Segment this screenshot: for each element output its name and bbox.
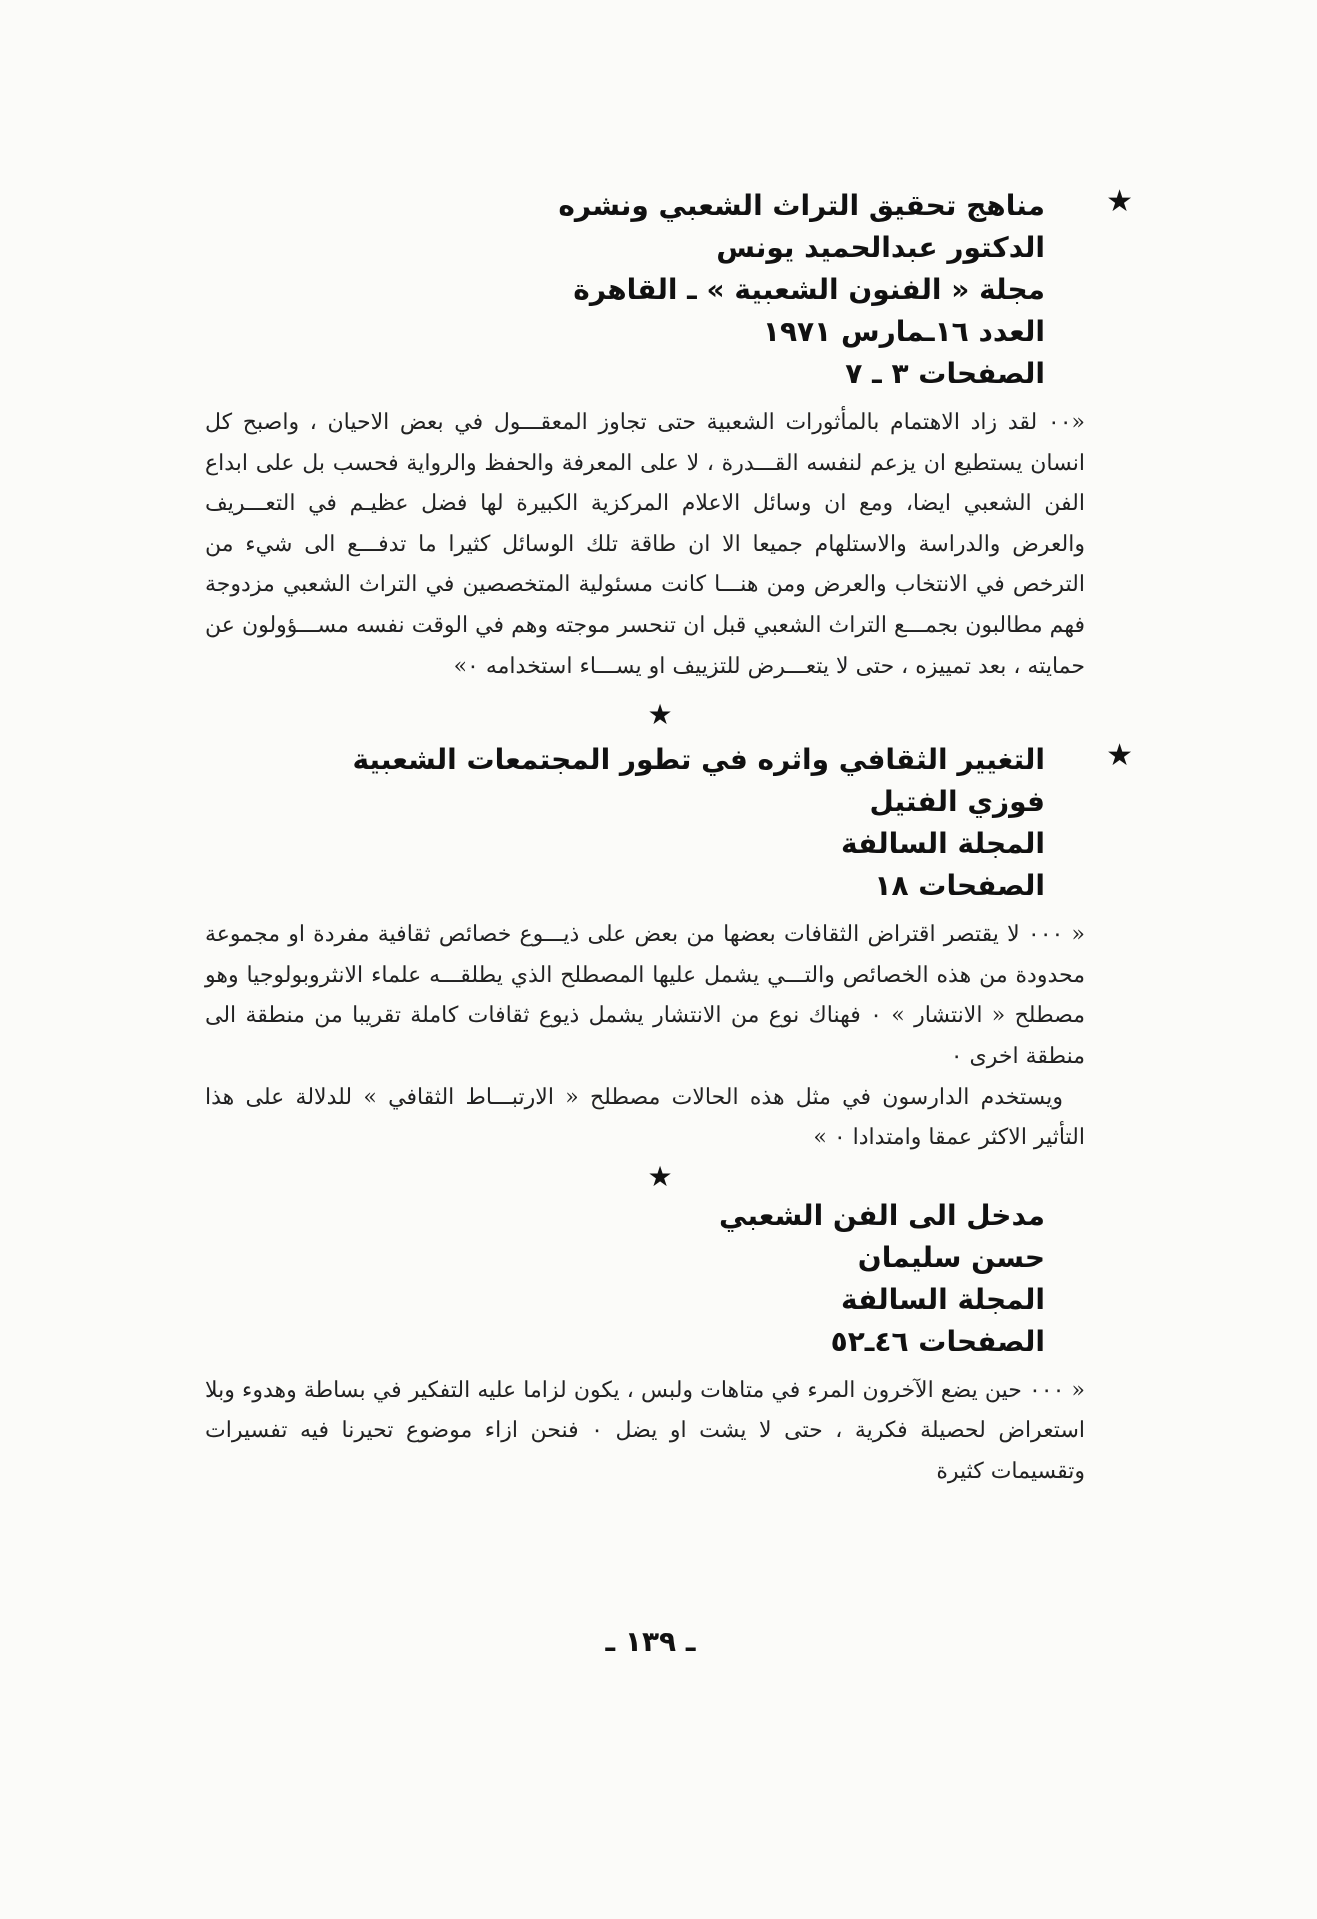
entry-3-author: حسن سليمان [857,1240,1045,1274]
entry-1 [205,184,1133,687]
entry-1-title: مناهج تحقيق التراث الشعبي ونشره [558,189,1045,222]
entry-2-paragraph-2: ويستخدم الدارسون في مثل هذه الحالات مصطلح « الارتبـــاط الثقافي » للدلالة على هذا التأثير الاكثر عمقا وامتدادا ٠ » [205,1084,1085,1151]
entry-1-quote [205,403,1085,687]
entry-1-pages: الصفحات ٣ ـ ٧ [845,357,1045,390]
entry-3-source: المجلة السالفة [841,1282,1045,1316]
entry-3-quote [205,1371,1085,1493]
entry-2-title: التغيير الثقافي واثره في تطور المجتمعات الشعبية [352,743,1045,777]
entry-2 [205,738,1133,1159]
entry-1-author: الدكتور عبدالحميد يونس [716,231,1045,264]
entry-2-source: المجلة السالفة [841,827,1045,861]
entry-2-header [205,738,1133,907]
star-bullet-icon: ★ [1106,184,1133,219]
text-column [205,184,1133,1493]
entry-1-source: مجلة « الفنون الشعبية » ـ القاهرة [573,273,1045,306]
entry-2-pages: الصفحات ١٨ [874,869,1045,903]
entry-3 [205,1195,1085,1493]
entry-3-title: مدخل الى الفن الشعبي [719,1198,1045,1232]
entry-1-issue: العدد ١٦ـمارس ١٩٧١ [762,315,1045,348]
entry-3-paragraph-1: « ٠٠٠ حين يضع الآخرون المرء في متاهات ولبس ، يكون لزاما عليه التفكير في بساطة وهدوء وبلا استعراض لحصيلة فكرية ، حتى لا يشت او يضل ٠ فنحن ازاء موضوع تحيرنا فيه تفسيرات وتقسيمات كثيرة [205,1377,1086,1484]
entry-3-header [205,1195,1085,1363]
page-number [0,1625,1317,1658]
divider-star-icon: ★ [647,698,673,732]
entry-2-author: فوزي الفتيل [869,785,1045,819]
entry-1-header [205,184,1133,395]
entry-1-paragraph-1: «٠٠ لقد زاد الاهتمام بالمأثورات الشعبية حتى تجاوز المعقـــول في بعض الاحيان ، واصبح كل انسان يستطيع ان يزعم لنفسه القـــدرة ، لا على المعرفة والحفظ والرواية فحسب بل على ابداع الفن الشعبي ايضا، ومع ان وسائل الاعلام المركزية الكبيرة لها فضل عظيـم في التعـــريف والعرض والدراسة والاستلهام جميعا الا ان طاقة تلك الوسائل كثيرا ما تدفـــع الى شيء من الترخص في الانتخاب والعرض ومن هنـــا كانت مسئولية المتخصصين في التراث الشعبي مزدوجة فهم مطالبون بجمـــع التراث الشعبي قبل ان تنحسر موجته وهم في الوقت نفسه مســـؤولون عن حمايته ، بعد تمييزه ، حتى لا يتعـــرض للتزييف او يســـاء استخدامه ٠» [205,410,1085,679]
entry-2-quote [205,915,1085,1159]
entry-2-paragraph-1: « ٠٠٠ لا يقتصر اقتراض الثقافات بعضها من بعض على ذيـــوع خصائص ثقافية مفردة او مجموعة محدودة من هذه الخصائص والتـــي يشمل عليها المصطلح الذي يطلقـــه علماء الانثروبولوجيا وهو مصطلح « الانتشار » ٠ فهناك نوع من الانتشار يشمل ذيوع ثقافات كاملة تقريبا من منطقة الى منطقة اخرى ٠ [205,922,1086,1069]
page-number-text: ـ ١٣٩ ـ [605,1625,696,1658]
star-bullet-icon: ★ [1106,738,1133,774]
entry-3-pages: الصفحات ٤٦ـ٥٢ [830,1324,1045,1358]
divider-star-icon: ★ [647,1159,673,1193]
